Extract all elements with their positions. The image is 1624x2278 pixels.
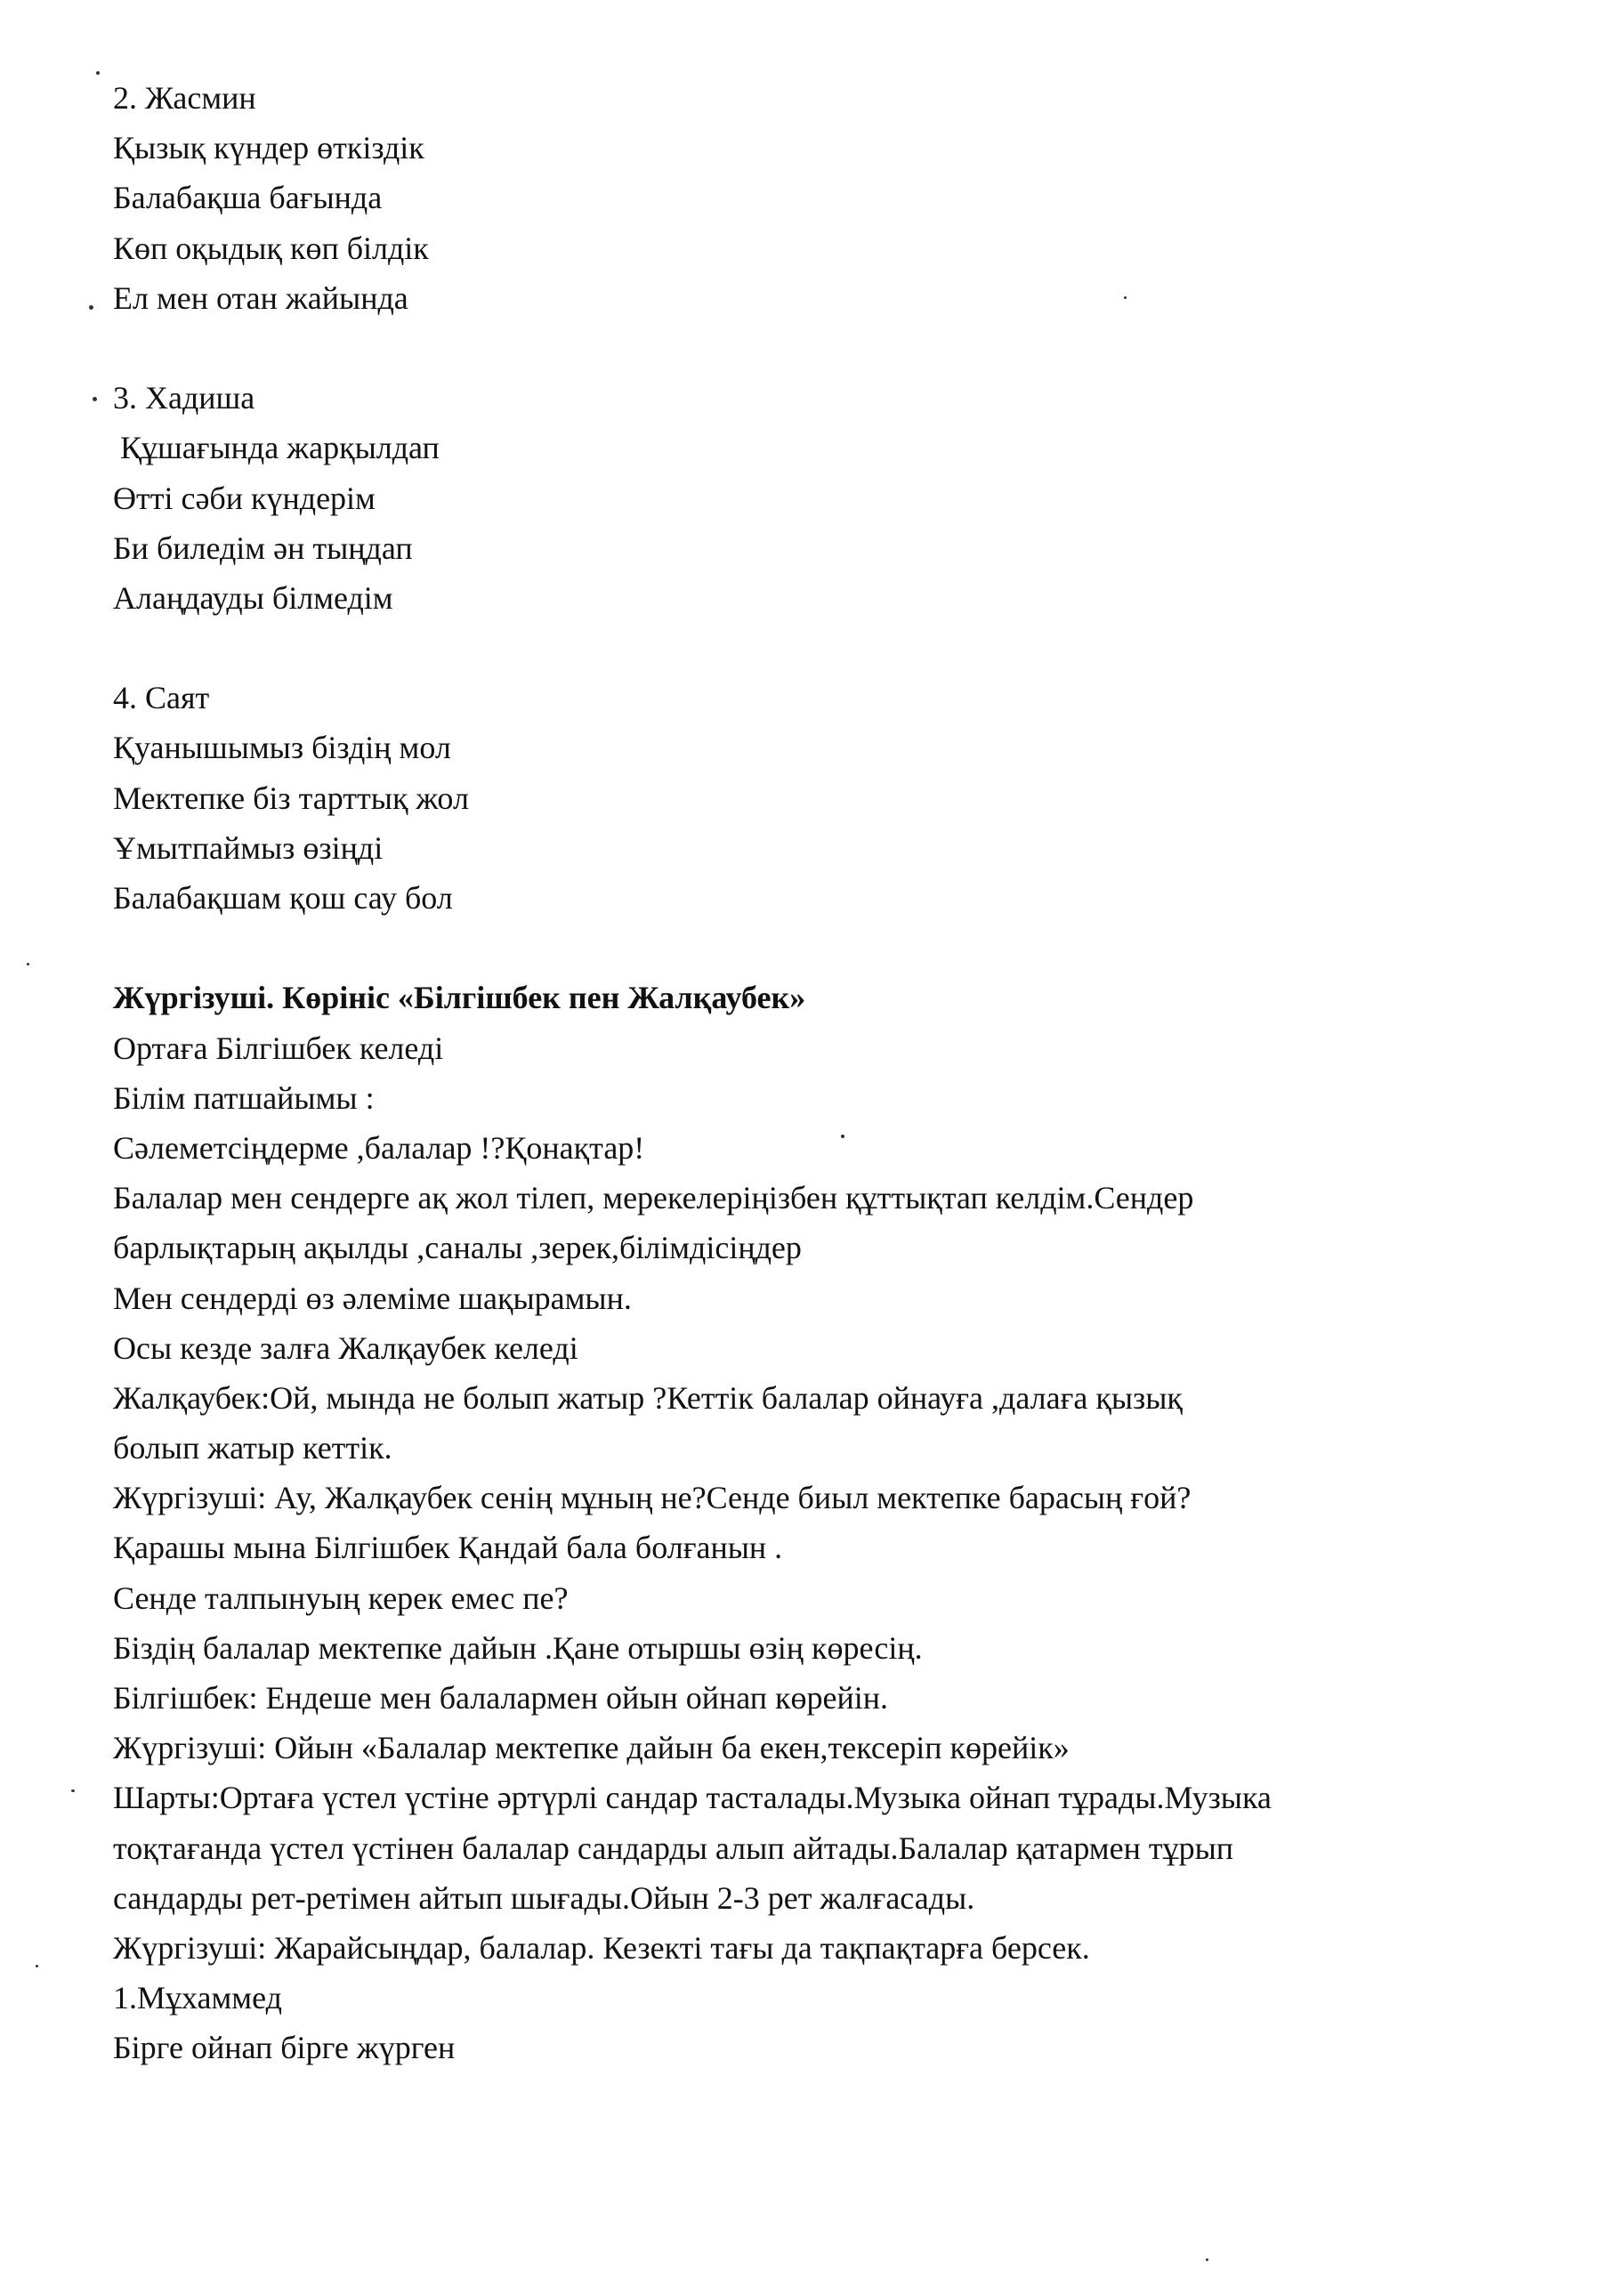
scan-speck	[93, 397, 97, 401]
document-body	[113, 73, 1537, 2073]
scene-line: Шарты:Ортаға үстел үстіне әртүрлі сандар тасталады.Музыка ойнап тұрады.Музыка	[113, 1780, 1272, 1816]
scene-line: Жүргізуші: Жарайсыңдар, балалар. Кезекті тағы да тақпақтарға берсек.	[113, 1929, 1090, 1966]
scene-section	[113, 973, 1537, 2072]
verse-line: Қуанышымыз біздің мол	[113, 730, 451, 766]
scene-line: Жалқаубек:Ой, мында не болып жатыр ?Кеттік балалар ойнауға ,далаға қызық	[113, 1379, 1183, 1416]
scene-line: Біздің балалар мектепке дайын .Қане отыршы өзің көресің.	[113, 1629, 923, 1666]
scene-line: Осы кезде залға Жалқаубек келеді	[113, 1329, 578, 1366]
scene-heading: Жүргізуші. Көрініс «Білгішбек пен Жалқаубек»	[113, 980, 806, 1016]
scene-line: Жүргізуші: Ау, Жалқаубек сенің мұның не?Сенде биыл мектепке барасың ғой?	[113, 1480, 1192, 1516]
scan-speck	[89, 305, 93, 310]
verse-line: Ұмытпаймыз өзіңді	[113, 829, 384, 866]
stanza-header: 2. Жасмин	[113, 80, 256, 116]
scene-line: Балалар мен сендерге ақ жол тілеп, мерекелеріңізбен құттықтап келдім.Сендер	[113, 1180, 1194, 1216]
verse-line: Өтті сәби күндерім	[113, 480, 376, 516]
scene-line: сандарды рет-ретімен айтып шығады.Ойын 2-3 рет жалғасады.	[113, 1879, 975, 1916]
blank-line	[113, 923, 1537, 973]
scene-line: Бірге ойнап бірге жүрген	[113, 2030, 456, 2066]
stanza-4	[113, 673, 1537, 923]
verse-line: Балабақша бағында	[113, 180, 383, 216]
verse-line: Құшағында жарқылдап	[120, 430, 440, 466]
verse-line: Алаңдауды білмедім	[113, 579, 393, 616]
stanza-header: 4. Саят	[113, 680, 210, 716]
scan-speck	[71, 1789, 75, 1792]
scene-line: Қарашы мына Білгішбек Қандай бала болғанын .	[113, 1530, 783, 1566]
verse-line: Көп оқыдық көп білдік	[113, 230, 429, 266]
scene-line: Ортаға Білгішбек келеді	[113, 1030, 444, 1066]
scan-speck	[27, 963, 29, 965]
scene-line: Білгішбек: Ендеше мен балалармен ойын ойнап көрейін.	[113, 1680, 889, 1716]
scan-speck	[1206, 2258, 1208, 2261]
scene-line: барлықтарың ақылды ,саналы ,зерек,білімдісіңдер	[113, 1230, 802, 1266]
scene-line: тоқтағанда үстел үстінен балалар сандарды алып айтады.Балалар қатармен тұрып	[113, 1830, 1234, 1866]
scan-speck	[36, 1965, 38, 1967]
blank-line	[113, 323, 1537, 373]
scene-line: болып жатыр кеттік.	[113, 1430, 392, 1466]
verse-line: Мектепке біз тарттық жол	[113, 780, 469, 816]
stanza-2	[113, 73, 1537, 323]
verse-line: Қызық күндер өткіздік	[113, 130, 424, 166]
blank-line	[113, 623, 1537, 673]
verse-line: Балабақшам қош сау бол	[113, 880, 453, 916]
scene-line: Сәлеметсіңдерме ,балалар !?Қонақтар!	[113, 1129, 645, 1166]
scene-line: 1.Мұхаммед	[113, 1980, 282, 2016]
scene-line: Сенде талпынуың керек емес пе?	[113, 1579, 569, 1616]
scene-line: Мен сендерді өз әлеміме шақырамын.	[113, 1280, 632, 1316]
scene-line: Білім патшайымы :	[113, 1079, 375, 1116]
scan-speck	[96, 71, 100, 75]
verse-line: Би биледім ән тыңдап	[113, 529, 413, 566]
scene-line: Жүргізуші: Ойын «Балалар мектепке дайын ба екен,тексеріп көрейік»	[113, 1730, 1070, 1766]
stanza-header: 3. Хадиша	[113, 380, 255, 416]
verse-line: Ел мен отан жайында	[113, 279, 408, 316]
stanza-3	[113, 373, 1537, 623]
